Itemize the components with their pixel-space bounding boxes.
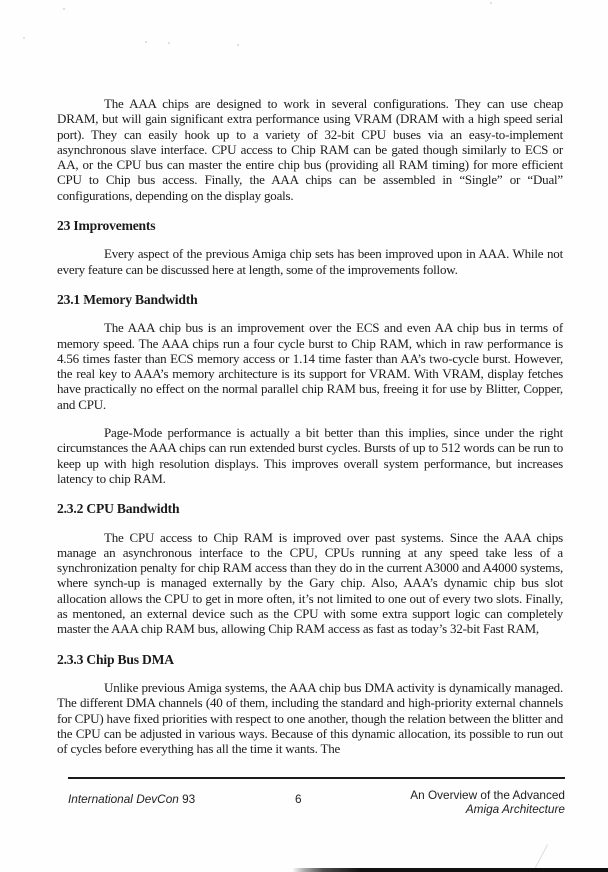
scan-speckle [145,41,147,43]
section-heading: 23 Improvements [57,218,156,234]
footer-divider [68,777,565,779]
paragraph: Every aspect of the previous Amiga chip sets has been improved upon in AAA. While not every feature can be discussed here at length, some of the improvements follow. [57,246,563,277]
scan-speckle [63,8,65,10]
paragraph: The AAA chips are designed to work in several configurations. They can use cheap DRAM, but will gain significant extra performance using VRAM (DRAM with a high speed serial port). They can easily hook up to a variety of 32-bit CPU buses via an easy-to-implement asynchronous slave interface. CPU access to Chip RAM can be gated though similarly to ECS or AA, or the CPU bus can master the entire chip bus (providing all RAM timing) for more efficient CPU to Chip bus access. Finally, the AAA chips can be assembled in “Single” or “Dual” configurations, depending on the display goals. [57,96,563,203]
scan-crease [535,844,548,867]
footer-title-line2: Amiga Architecture [465,801,565,816]
paragraph: The AAA chip bus is an improvement over the ECS and even AA chip bus in terms of memory speed. The AAA chips run a four cycle burst to Chip RAM, which in raw performance is 4.56 times faster than ECS memory access or 1.14 time faster than AA’s two-cycle burst. However, the real key to AAA’s memory architecture is its support for VRAM. With VRAM, display fetches have practically no effect on the normal parallel chip RAM bus, freeing it for use by Blitter, Copper, and CPU. [57,320,563,412]
document-body [57,96,563,769]
page-footer [68,789,565,823]
scan-speckle [237,44,239,46]
footer-title-line1: An Overview of the Advanced [410,788,565,802]
scan-speckle [168,42,170,44]
scan-speckle [490,2,492,4]
paragraph: The CPU access to Chip RAM is improved over past systems. Since the AAA chips manage an asynchronous interface to the CPU, CPUs running at any speed take less of a synchronization penalty for chip RAM access than they do in the current A3000 and A4000 systems, where synch-up is managed externally by the Gary chip. Also, AAA’s dynamic chip bus slot allocation allows the CPU to get in more often, it’s not limited to one out of every two slots. Finally, as mentoned, an external device such as the CPU with some extra support logic can completely master the AAA chip RAM bus, allowing Chip RAM access as fast as today’s 32-bit Fast RAM, [57,529,563,637]
scan-speckle [23,37,25,39]
scan-edge-shadow [292,868,608,872]
section-heading: 2.3.2 CPU Bandwidth [57,501,180,517]
paragraph: Page-Mode performance is actually a bit better than this implies, since under the right circumstances the AAA chips can run extended burst cycles. Bursts of up to 512 words can be run to keep up with high resolution displays. This improves overall system performance, but increases latency to chip RAM. [57,425,563,486]
paragraph: Unlike previous Amiga systems, the AAA chip bus DMA activity is dynamically managed. The different DMA channels (40 of them, including the standard and high-priority external channels for CPU) have fixed priorities with respect to one another, though the relation between the blitter and the CPU can be adjusted in various ways. Because of this dynamic allocation, its possible to run out of cycles before everything has all the time it wants. The [57,679,563,757]
footer-document-title [410,789,565,816]
footer-publication-name: International DevCon [68,792,179,806]
section-heading: 2.3.3 Chip Bus DMA [57,651,174,667]
footer-publication-year: 93 [182,792,196,806]
section-heading: 23.1 Memory Bandwidth [57,291,198,307]
footer-publication [68,792,195,806]
page-number: 6 [295,792,302,806]
